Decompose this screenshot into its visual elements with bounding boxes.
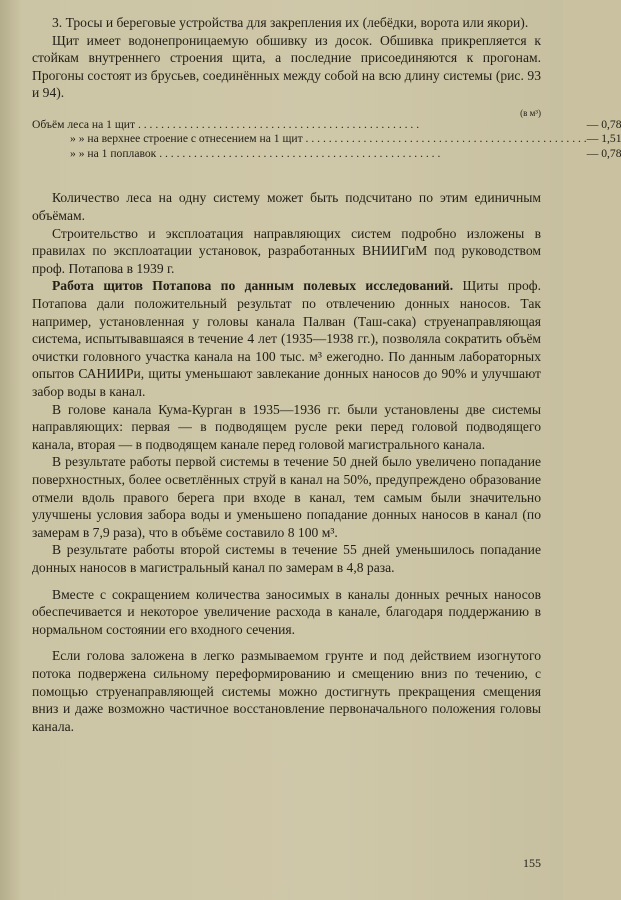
table-row <box>32 147 621 162</box>
timber-volume-table <box>32 118 621 162</box>
table-row-label: » » на 1 поплавок . . . <box>32 147 587 162</box>
table-units-label: (в м³) <box>520 107 541 118</box>
table-row <box>32 132 621 147</box>
paragraph-sediment-reduction: Вместе с сокращением количества заносимых в каналы донных речных наносов обеспечивается и некоторое увеличение расхода в канале, благодаря поддержанию в нормальном состоянии его входного сечения. <box>32 586 541 637</box>
table-row-value: — 0,78 <box>586 146 621 160</box>
paragraph-shield-construction: Щит имеет водонепроницаемую обшивку из досок. Обшивка прикрепляется к стойкам внутреннего строения щита, а последние присоединяются к прогонам. Прогоны состоят из брусьев, соединённых между собой на всю длину системы (рис. 93 и 94). <box>32 32 541 101</box>
table-row <box>32 118 621 133</box>
table-row-label: Объём леса на 1 щит . . . <box>32 118 587 133</box>
paragraph-construction-rules: Строительство и эксплоатация направляющих систем подробно изложены в правилах по эксплоатации установок, разработанных ВНИИГиМ под руководством проф. Потапова в 1939 г. <box>32 225 541 276</box>
paragraph-kuma-kurgan: В голове канала Кума-Курган в 1935—1936 гг. были установлены две системы направляющих: первая — в подводящем русле реки перед головой подводящего канала, вторая — в подводящем канале перед головой магистрального канала. <box>32 401 541 452</box>
table-row-value: — 1,51 <box>586 132 621 146</box>
paragraph-second-system: В результате работы второй системы в течение 55 дней уменьшилось попадание донных наносов в магистральный канал по замерам в 4,8 раза. <box>32 542 541 575</box>
page-number: 155 <box>523 856 541 870</box>
paragraph-first-system: В результате работы первой системы в течение 50 дней было увеличено попадание поверхностных, более осветлённых струй в канал на 50%, предупреждено образование отмели вдоль правого берега при входе в канал, тем самым были значительно улучшены условия забора воды и уменьшено попадание донных наносов в канал (по замерам в 7,9 раза), что в объёме составило 8 100 м³. <box>32 454 541 540</box>
paragraph-erosion-head: Если голова заложена в легко размываемом грунте и под действием изогнутого потока подвержена сильному переформированию и смещению вниз по течению, с помощью струенаправляющей системы можно достигнуть прекращения смещения вниз и даже возможно частичное восстановление первоначального положения головы канала. <box>32 648 541 734</box>
paragraph-results <box>32 277 541 400</box>
section-heading-results: Работа щитов Потапова по данным полевых исследований. <box>52 278 454 294</box>
paragraph-results-text: Щиты проф. Потапова дали положительный результат по отвлечению донных наносов. Так например, установленная у головы канала Палван (Таш-сака) струенаправляющая система, испытывавшаяся в течение 4 лет (1935—1938 гг.), позволяла сократить объём очистки головного участка канала на 100 тыс. м³ ежегодно. По данным лабораторных опытов САНИИРи, щиты уменьшают завлекание донных наносов до 90% и улучшают забор воды в канал. <box>32 278 541 399</box>
section-item-heading: 3. Тросы и береговые устройства для закрепления их (лебёдки, ворота или якори). <box>52 15 529 30</box>
table-row-value: — 0,78 <box>586 117 621 131</box>
paragraph-timber-quantity: Количество леса на одну систему может быть подсчитано по этим единичным объёмам. <box>32 190 541 224</box>
table-row-label: » » на верхнее строение с отнесением на 1 щит . . . <box>32 132 587 147</box>
